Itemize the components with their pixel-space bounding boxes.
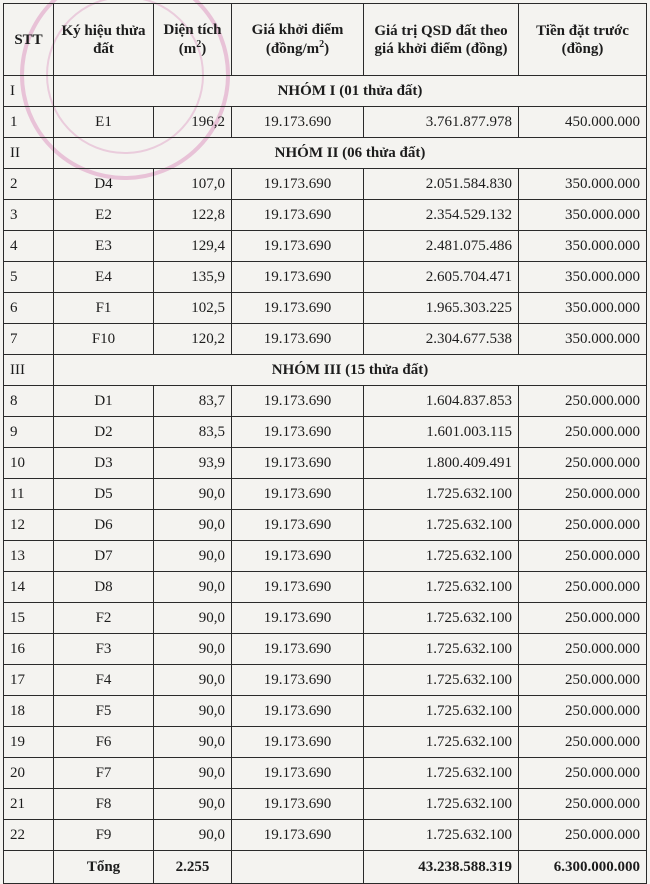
table-row [4,107,647,138]
cell-dien-tich: 90,0 [154,510,232,541]
cell-dien-tich: 90,0 [154,727,232,758]
cell-stt: 20 [4,758,54,789]
cell-ky-hieu: E2 [54,200,154,231]
cell-dien-tich: 122,8 [154,200,232,231]
cell-ky-hieu: D5 [54,479,154,510]
cell-gia-tri: 1.725.632.100 [364,789,519,820]
cell-dien-tich: 120,2 [154,324,232,355]
table-row [4,541,647,572]
header-dien-tich [154,4,232,76]
table-row [4,448,647,479]
cell-gia-khoi-diem: 19.173.690 [232,231,364,262]
header-gia-khoi-diem-label: Giá khởi điểm [251,22,344,38]
cell-stt: 6 [4,293,54,324]
table-row [4,200,647,231]
cell-tien-dat-truoc: 350.000.000 [519,324,647,355]
cell-gia-tri: 1.725.632.100 [364,727,519,758]
group-row [4,76,647,107]
total-stt-empty [4,851,54,884]
cell-stt: 19 [4,727,54,758]
cell-gia-khoi-diem: 19.173.690 [232,293,364,324]
cell-ky-hieu: D1 [54,386,154,417]
cell-tien-dat-truoc: 350.000.000 [519,200,647,231]
cell-gia-khoi-diem: 19.173.690 [232,262,364,293]
cell-gia-khoi-diem: 19.173.690 [232,541,364,572]
table-row [4,169,647,200]
cell-dien-tich: 129,4 [154,231,232,262]
cell-gia-tri: 1.725.632.100 [364,510,519,541]
cell-ky-hieu: F10 [54,324,154,355]
cell-dien-tich: 135,9 [154,262,232,293]
cell-ky-hieu: F5 [54,696,154,727]
cell-tien-dat-truoc: 250.000.000 [519,696,647,727]
table-header [4,4,647,76]
total-row [4,851,647,884]
cell-tien-dat-truoc: 250.000.000 [519,665,647,696]
cell-dien-tich: 90,0 [154,572,232,603]
table-row [4,789,647,820]
cell-ky-hieu: F6 [54,727,154,758]
cell-ky-hieu: F4 [54,665,154,696]
cell-gia-tri: 1.800.409.491 [364,448,519,479]
cell-tien-dat-truoc: 250.000.000 [519,727,647,758]
header-gia-khoi-diem [232,4,364,76]
cell-gia-khoi-diem: 19.173.690 [232,665,364,696]
table-row [4,634,647,665]
cell-gia-tri: 1.725.632.100 [364,572,519,603]
total-dien-tich: 2.255 [154,851,232,884]
cell-ky-hieu: E3 [54,231,154,262]
group-title: NHÓM III (15 thửa đất) [54,355,647,386]
table-row [4,696,647,727]
cell-ky-hieu: D7 [54,541,154,572]
cell-gia-tri: 3.761.877.978 [364,107,519,138]
group-roman-numeral: I [4,76,54,107]
cell-gia-khoi-diem: 19.173.690 [232,324,364,355]
cell-gia-tri: 2.354.529.132 [364,200,519,231]
cell-ky-hieu: E4 [54,262,154,293]
group-title: NHÓM I (01 thửa đất) [54,76,647,107]
cell-ky-hieu: D2 [54,417,154,448]
header-tien-dat-truoc: Tiền đặt trước (đồng) [519,4,647,76]
cell-stt: 21 [4,789,54,820]
cell-gia-tri: 1.725.632.100 [364,758,519,789]
cell-gia-khoi-diem: 19.173.690 [232,479,364,510]
cell-gia-khoi-diem: 19.173.690 [232,572,364,603]
cell-stt: 11 [4,479,54,510]
cell-tien-dat-truoc: 250.000.000 [519,510,647,541]
cell-gia-tri: 2.605.704.471 [364,262,519,293]
cell-stt: 5 [4,262,54,293]
cell-gia-tri: 2.481.075.486 [364,231,519,262]
cell-stt: 13 [4,541,54,572]
cell-dien-tich: 83,5 [154,417,232,448]
cell-dien-tich: 93,9 [154,448,232,479]
cell-ky-hieu: D3 [54,448,154,479]
cell-dien-tich: 90,0 [154,758,232,789]
table-body [4,76,647,851]
cell-gia-khoi-diem: 19.173.690 [232,200,364,231]
cell-dien-tich: 90,0 [154,696,232,727]
cell-gia-khoi-diem: 19.173.690 [232,169,364,200]
total-gia-tri: 43.238.588.319 [364,851,519,884]
cell-gia-tri: 1.604.837.853 [364,386,519,417]
cell-stt: 16 [4,634,54,665]
cell-tien-dat-truoc: 250.000.000 [519,789,647,820]
cell-ky-hieu: E1 [54,107,154,138]
cell-gia-tri: 1.725.632.100 [364,603,519,634]
cell-tien-dat-truoc: 250.000.000 [519,572,647,603]
cell-dien-tich: 102,5 [154,293,232,324]
cell-ky-hieu: F7 [54,758,154,789]
header-stt: STT [4,4,54,76]
cell-stt: 22 [4,820,54,851]
cell-gia-khoi-diem: 19.173.690 [232,696,364,727]
header-gia-tri: Giá trị QSD đất theo giá khởi điểm (đồng) [364,4,519,76]
header-ky-hieu: Ký hiệu thửa đất [54,4,154,76]
cell-ky-hieu: F3 [54,634,154,665]
cell-gia-khoi-diem: 19.173.690 [232,448,364,479]
cell-gia-tri: 1.601.003.115 [364,417,519,448]
cell-tien-dat-truoc: 250.000.000 [519,758,647,789]
cell-gia-tri: 1.725.632.100 [364,541,519,572]
table-row [4,293,647,324]
cell-stt: 15 [4,603,54,634]
cell-stt: 3 [4,200,54,231]
group-row [4,138,647,169]
table-row [4,324,647,355]
cell-gia-khoi-diem: 19.173.690 [232,107,364,138]
table-row [4,603,647,634]
total-gia-khoi-diem-empty [232,851,364,884]
cell-gia-khoi-diem: 19.173.690 [232,603,364,634]
cell-gia-khoi-diem: 19.173.690 [232,727,364,758]
cell-gia-tri: 1.725.632.100 [364,634,519,665]
cell-ky-hieu: F9 [54,820,154,851]
cell-gia-khoi-diem: 19.173.690 [232,758,364,789]
cell-gia-tri: 1.725.632.100 [364,820,519,851]
cell-ky-hieu: D6 [54,510,154,541]
cell-dien-tich: 90,0 [154,665,232,696]
cell-stt: 18 [4,696,54,727]
cell-gia-tri: 1.725.632.100 [364,479,519,510]
cell-stt: 14 [4,572,54,603]
table-row [4,510,647,541]
cell-tien-dat-truoc: 250.000.000 [519,386,647,417]
table-footer [4,851,647,884]
cell-ky-hieu: F8 [54,789,154,820]
cell-tien-dat-truoc: 350.000.000 [519,169,647,200]
header-gia-khoi-diem-unit-post: ) [324,41,330,57]
group-roman-numeral: II [4,138,54,169]
cell-ky-hieu: D4 [54,169,154,200]
cell-tien-dat-truoc: 350.000.000 [519,293,647,324]
cell-dien-tich: 90,0 [154,603,232,634]
cell-gia-tri: 1.965.303.225 [364,293,519,324]
cell-tien-dat-truoc: 250.000.000 [519,634,647,665]
table-row [4,820,647,851]
table-row [4,479,647,510]
cell-stt: 7 [4,324,54,355]
cell-dien-tich: 107,0 [154,169,232,200]
cell-tien-dat-truoc: 250.000.000 [519,417,647,448]
header-dien-tich-label: Diện tích [163,22,222,38]
table-row [4,727,647,758]
header-dien-tich-unit-sup: 2 [196,39,202,50]
cell-ky-hieu: F2 [54,603,154,634]
cell-tien-dat-truoc: 250.000.000 [519,479,647,510]
cell-gia-tri: 1.725.632.100 [364,665,519,696]
cell-tien-dat-truoc: 250.000.000 [519,541,647,572]
cell-gia-khoi-diem: 19.173.690 [232,510,364,541]
group-row [4,355,647,386]
total-tien-dat-truoc: 6.300.000.000 [519,851,647,884]
cell-tien-dat-truoc: 250.000.000 [519,820,647,851]
cell-tien-dat-truoc: 250.000.000 [519,448,647,479]
cell-stt: 17 [4,665,54,696]
cell-dien-tich: 90,0 [154,820,232,851]
cell-dien-tich: 90,0 [154,479,232,510]
cell-dien-tich: 90,0 [154,541,232,572]
cell-dien-tich: 90,0 [154,789,232,820]
cell-tien-dat-truoc: 450.000.000 [519,107,647,138]
table-row [4,665,647,696]
table-row [4,758,647,789]
header-dien-tich-unit-post: ) [201,41,207,57]
cell-tien-dat-truoc: 250.000.000 [519,603,647,634]
cell-stt: 12 [4,510,54,541]
cell-gia-khoi-diem: 19.173.690 [232,417,364,448]
header-gia-khoi-diem-unit-sup: 2 [319,39,325,50]
cell-gia-tri: 2.051.584.830 [364,169,519,200]
cell-stt: 9 [4,417,54,448]
table-row [4,231,647,262]
group-roman-numeral: III [4,355,54,386]
table-row [4,262,647,293]
cell-stt: 1 [4,107,54,138]
cell-stt: 8 [4,386,54,417]
cell-dien-tich: 83,7 [154,386,232,417]
cell-stt: 10 [4,448,54,479]
table-row [4,572,647,603]
cell-gia-khoi-diem: 19.173.690 [232,634,364,665]
header-gia-khoi-diem-unit-pre: (đồng/m [265,41,320,57]
total-label: Tổng [54,851,154,884]
group-title: NHÓM II (06 thửa đất) [54,138,647,169]
cell-stt: 2 [4,169,54,200]
table-row [4,417,647,448]
cell-dien-tich: 90,0 [154,634,232,665]
cell-ky-hieu: D8 [54,572,154,603]
cell-tien-dat-truoc: 350.000.000 [519,231,647,262]
land-plot-table [3,3,647,884]
cell-gia-khoi-diem: 19.173.690 [232,789,364,820]
cell-ky-hieu: F1 [54,293,154,324]
cell-gia-khoi-diem: 19.173.690 [232,820,364,851]
cell-gia-tri: 1.725.632.100 [364,696,519,727]
cell-stt: 4 [4,231,54,262]
header-dien-tich-unit-pre: (m [178,41,197,57]
cell-tien-dat-truoc: 350.000.000 [519,262,647,293]
cell-gia-khoi-diem: 19.173.690 [232,386,364,417]
table-row [4,386,647,417]
cell-dien-tich: 196,2 [154,107,232,138]
cell-gia-tri: 2.304.677.538 [364,324,519,355]
